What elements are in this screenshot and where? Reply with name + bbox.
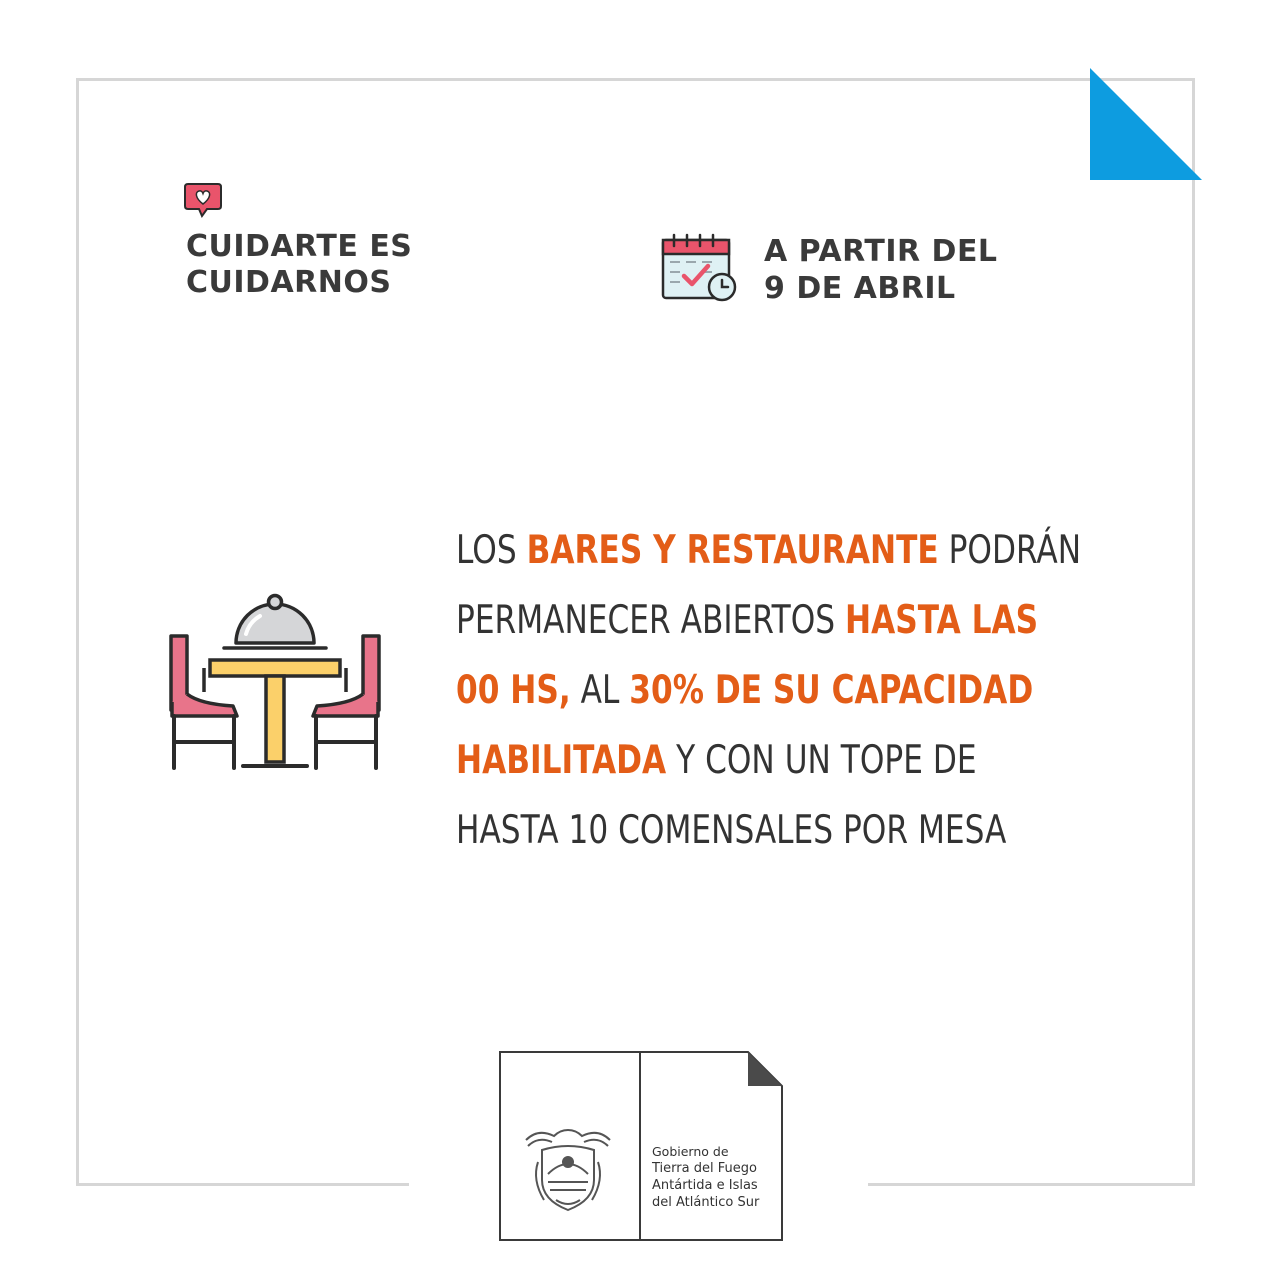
frame-left-border <box>76 78 79 1186</box>
frame-bottom-left-border <box>76 1183 409 1186</box>
message-line-4 <box>456 726 1016 796</box>
frame-bottom-right-border <box>868 1183 1195 1186</box>
message-text: LOS <box>456 528 527 573</box>
message-text: Y CON UN TOPE DE <box>666 738 977 783</box>
logo-line-3: Antártida e Islas <box>652 1178 758 1193</box>
date-line-2: 9 DE ABRIL <box>764 271 956 306</box>
government-name <box>652 1143 759 1211</box>
message-text: AL <box>570 668 630 713</box>
message-highlight: HASTA LAS <box>845 598 1039 643</box>
slogan-line-1: CUIDARTE ES <box>186 229 413 264</box>
message-highlight: 00 HS, <box>456 668 571 713</box>
dining-table-icon <box>160 592 390 778</box>
message-highlight: HABILITADA <box>456 738 667 783</box>
message-line-3 <box>456 656 1034 726</box>
logo-line-1: Gobierno de <box>652 1144 729 1159</box>
slogan <box>186 229 412 301</box>
heart-bubble-icon <box>183 181 223 221</box>
slogan-line-2: CUIDARNOS <box>186 265 392 300</box>
message-line-1 <box>456 516 1082 586</box>
logo-line-2: Tierra del Fuego <box>652 1161 757 1176</box>
main-message <box>456 516 1082 866</box>
start-date <box>764 233 998 307</box>
message-text: PERMANECER ABIERTOS <box>456 598 846 643</box>
message-text: HASTA 10 COMENSALES POR MESA <box>456 808 1007 853</box>
frame-top-border <box>76 78 1195 81</box>
corner-triangle-icon <box>1088 66 1204 182</box>
message-highlight: BARES Y RESTAURANTE <box>526 528 939 573</box>
logo-line-4: del Atlántico Sur <box>652 1195 760 1210</box>
message-highlight: 30% DE SU CAPACIDAD <box>629 668 1034 713</box>
message-text: PODRÁN <box>938 528 1082 573</box>
calendar-check-icon <box>660 232 740 304</box>
message-line-2 <box>456 586 1039 656</box>
message-line-5 <box>456 796 1016 866</box>
date-line-1: A PARTIR DEL <box>764 234 998 269</box>
frame-right-border <box>1192 78 1195 1186</box>
